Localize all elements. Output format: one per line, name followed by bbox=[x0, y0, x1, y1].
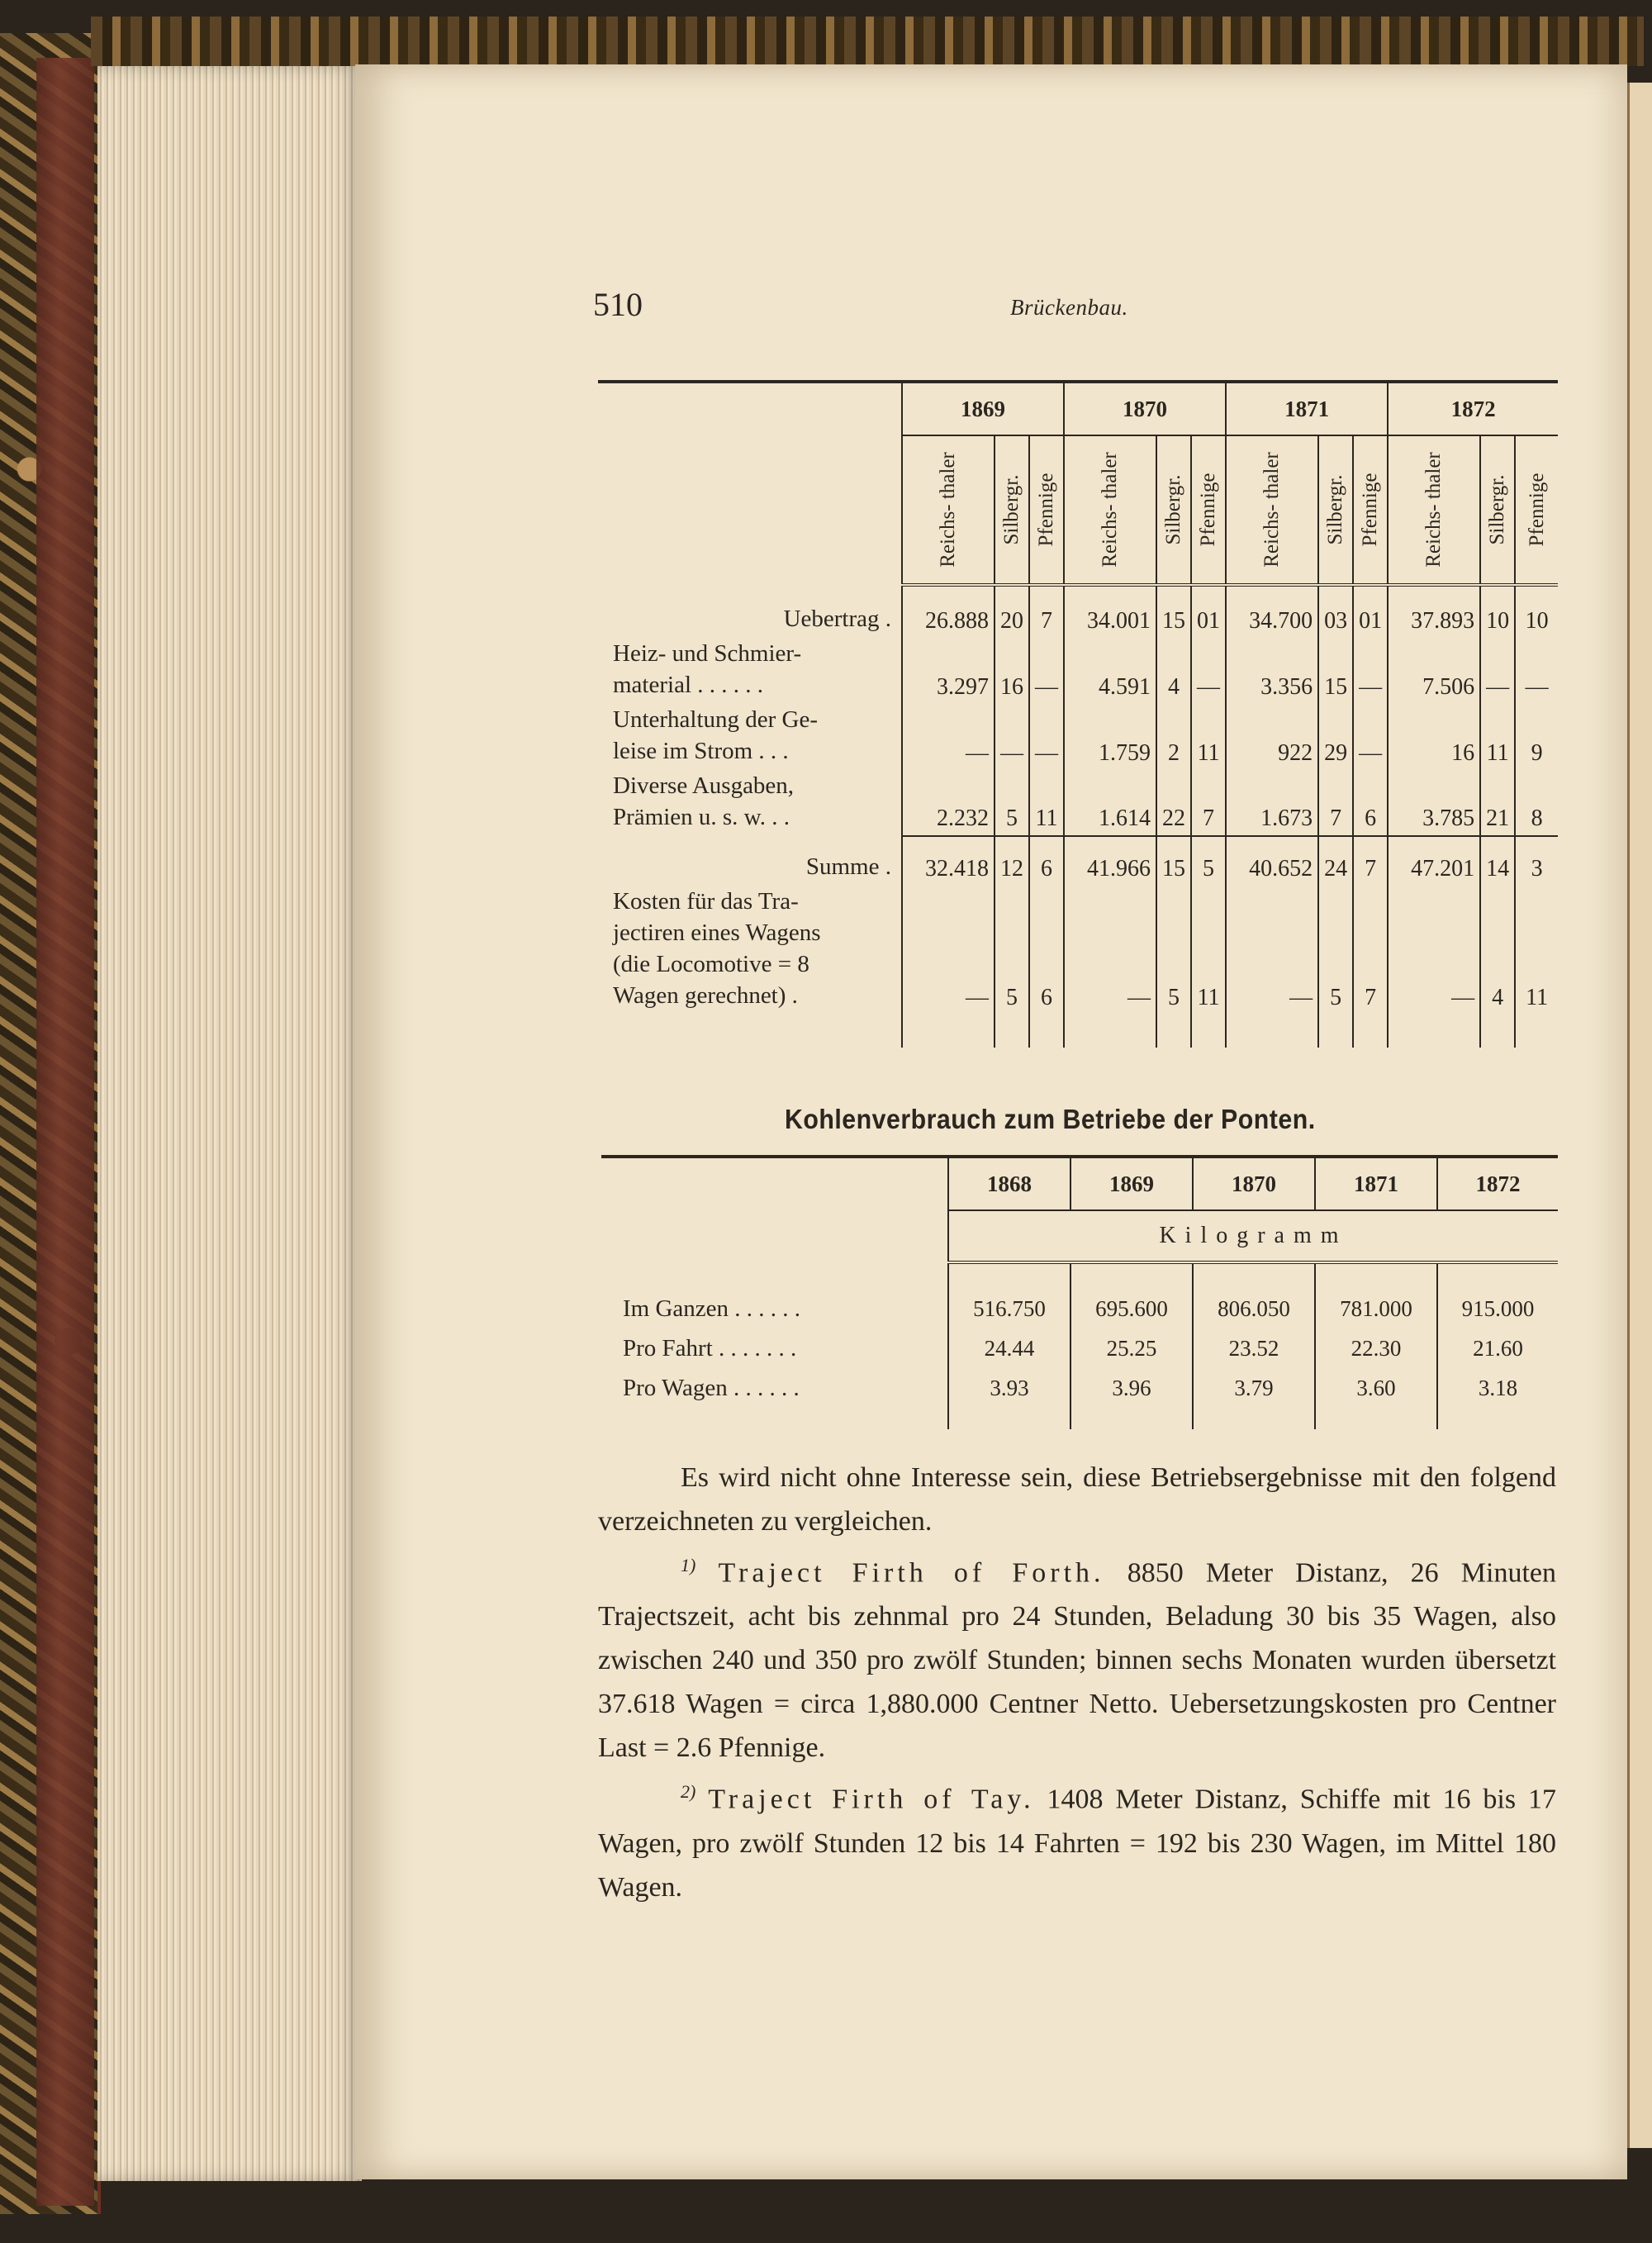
table-cell: 47.201 bbox=[1388, 836, 1480, 886]
table-cell bbox=[601, 1408, 948, 1429]
table-cell: 11 bbox=[1029, 770, 1064, 836]
table-cell bbox=[948, 1408, 1070, 1429]
intro-paragraph: Es wird nicht ohne Interesse sein, diese Betriebsergebnisse mit den folgend verzeichneten zu vergleichen. bbox=[598, 1462, 1556, 1537]
unit-header bbox=[1191, 435, 1226, 585]
table-cell: 12 bbox=[995, 836, 1029, 886]
table-row bbox=[601, 1368, 1558, 1408]
table-cell: 1.759 bbox=[1064, 704, 1156, 770]
table-cell: 922 bbox=[1226, 704, 1318, 770]
table-title: Kohlenverbrauch zum Betriebe der Ponten. bbox=[785, 1104, 1316, 1134]
spacer-row bbox=[601, 1262, 1558, 1289]
row-label: Heiz- und Schmier- material . . . . . . bbox=[613, 640, 802, 698]
table-cell: 516.750 bbox=[948, 1289, 1070, 1328]
table-row bbox=[598, 704, 1558, 770]
table-cell: — bbox=[1191, 638, 1226, 704]
table-cell bbox=[1064, 1015, 1156, 1048]
table-cell: — bbox=[1064, 886, 1156, 1015]
year-header: 1869 bbox=[902, 382, 1064, 435]
item-paragraph bbox=[598, 1543, 1556, 1770]
unit-header-label: Pfennige bbox=[1035, 473, 1058, 547]
page-edges bbox=[97, 66, 362, 2181]
table-cell: 5 bbox=[1156, 886, 1191, 1015]
book-cover-left bbox=[0, 33, 101, 2214]
table-cell: 806.050 bbox=[1193, 1289, 1315, 1328]
table-cell: 41.966 bbox=[1064, 836, 1156, 886]
row-label: Summe . bbox=[805, 853, 891, 880]
table-cell: 3.60 bbox=[1315, 1368, 1437, 1408]
row-label: Uebertrag . bbox=[783, 606, 891, 632]
table-cell: 3.93 bbox=[948, 1368, 1070, 1408]
table-cell: 7 bbox=[1029, 585, 1064, 638]
table-cell: 5 bbox=[995, 770, 1029, 836]
table-cell: 20 bbox=[995, 585, 1029, 638]
spacer-cell bbox=[1437, 1262, 1558, 1289]
table-cell: 11 bbox=[1480, 704, 1515, 770]
table-cell: 15 bbox=[1318, 638, 1353, 704]
facing-page-edge bbox=[1627, 83, 1652, 2148]
table-cell: 03 bbox=[1318, 585, 1353, 638]
header-blank-cell bbox=[598, 382, 902, 585]
unit-header-label: Silbergr. bbox=[1000, 474, 1023, 545]
table-cell: 6 bbox=[1029, 886, 1064, 1015]
table-cell: 915.000 bbox=[1437, 1289, 1558, 1328]
table-row bbox=[598, 638, 1558, 704]
unit-header-label: Reichs- thaler bbox=[937, 452, 959, 568]
table-cell: 7 bbox=[1353, 886, 1388, 1015]
table-cell: — bbox=[1480, 638, 1515, 704]
unit-header bbox=[1156, 435, 1191, 585]
table-row bbox=[598, 836, 1558, 886]
year-header-row bbox=[598, 382, 1558, 435]
spacer-cell bbox=[601, 1262, 948, 1289]
table-cell: — bbox=[902, 704, 995, 770]
table-cell: 34.001 bbox=[1064, 585, 1156, 638]
table-cell bbox=[1191, 1015, 1226, 1048]
table-cell: 3 bbox=[1515, 836, 1558, 886]
table-cell: 15 bbox=[1156, 836, 1191, 886]
table-cell: 7.506 bbox=[1388, 638, 1480, 704]
year-header: 1871 bbox=[1226, 382, 1388, 435]
table-cell: 21 bbox=[1480, 770, 1515, 836]
table-cell: 3.96 bbox=[1070, 1368, 1193, 1408]
table-cell: 24 bbox=[1318, 836, 1353, 886]
table-cell: 5 bbox=[995, 886, 1029, 1015]
body-text bbox=[598, 1456, 1556, 1909]
unit-header-label: Silbergr. bbox=[1162, 474, 1185, 545]
table-cell: 4 bbox=[1480, 886, 1515, 1015]
table-cell: 8 bbox=[1515, 770, 1558, 836]
year-header: 1869 bbox=[1070, 1157, 1193, 1210]
table-cell bbox=[1070, 1408, 1193, 1429]
table-cell: 1.614 bbox=[1064, 770, 1156, 836]
table-row bbox=[598, 886, 1558, 1015]
table-cell: 01 bbox=[1191, 585, 1226, 638]
row-label: Kosten für das Tra- jectiren eines Wagens (die Locomotive = 8 Wagen gerechnet) . bbox=[613, 888, 821, 1009]
unit-header-label: Silbergr. bbox=[1324, 474, 1347, 545]
book-spine bbox=[36, 58, 94, 2206]
table-cell: 5 bbox=[1191, 836, 1226, 886]
unit-header-label: Pfennige bbox=[1197, 473, 1220, 547]
table-cell: 10 bbox=[1515, 585, 1558, 638]
table-cell: 5 bbox=[1318, 886, 1353, 1015]
table-cell: 3.79 bbox=[1193, 1368, 1315, 1408]
unit-label: Kilogramm bbox=[948, 1210, 1558, 1262]
table-cell bbox=[995, 1015, 1029, 1048]
table-cell bbox=[902, 1015, 995, 1048]
table-cell: 1.673 bbox=[1226, 770, 1318, 836]
table-cell: 6 bbox=[1353, 770, 1388, 836]
item-heading: Traject Firth of Forth. bbox=[718, 1557, 1105, 1589]
table-cell: 37.893 bbox=[1388, 585, 1480, 638]
table-cell: 781.000 bbox=[1315, 1289, 1437, 1328]
table-cell: 01 bbox=[1353, 585, 1388, 638]
table-cell bbox=[1029, 1015, 1064, 1048]
table-cell: 16 bbox=[1388, 704, 1480, 770]
table-cell bbox=[1515, 1015, 1558, 1048]
table-cell: 14 bbox=[1480, 836, 1515, 886]
table-cell: 695.600 bbox=[1070, 1289, 1193, 1328]
unit-header bbox=[1226, 435, 1318, 585]
table-cell: 7 bbox=[1191, 770, 1226, 836]
footnote-marker: 1) bbox=[681, 1555, 696, 1575]
table-cell: 11 bbox=[1191, 704, 1226, 770]
table-row bbox=[601, 1289, 1558, 1328]
table-cell bbox=[1480, 1015, 1515, 1048]
table-cell: 25.25 bbox=[1070, 1328, 1193, 1368]
unit-header-label: Reichs- thaler bbox=[1422, 452, 1446, 568]
unit-header bbox=[1064, 435, 1156, 585]
table-cell bbox=[1318, 1015, 1353, 1048]
table-cell: — bbox=[1353, 704, 1388, 770]
unit-header-label: Reichs- thaler bbox=[1260, 452, 1284, 568]
running-title: Brückenbau. bbox=[1010, 295, 1128, 320]
table-cell: 7 bbox=[1353, 836, 1388, 886]
table-cell: — bbox=[1515, 638, 1558, 704]
coal-table bbox=[601, 1155, 1558, 1429]
table-cell: 11 bbox=[1515, 886, 1558, 1015]
unit-header-label: Silbergr. bbox=[1486, 474, 1509, 545]
table-cell bbox=[1388, 1015, 1480, 1048]
item-text: 8850 Meter Distanz, 26 Minuten Trajectszeit, acht bis zehnmal pro 24 Stunden, Beladung 30 bis 35 Wagen, also zwischen 240 und 350 pro zwölf Stunden; binnen sechs Monaten wurden übersetzt 37.618 Wagen = circa 1,880.000 Centner Netto. Uebersetzungskosten pro Centner Last = 2.6 Pfennige. bbox=[598, 1557, 1556, 1764]
table-cell: 10 bbox=[1480, 585, 1515, 638]
table-cell: 23.52 bbox=[1193, 1328, 1315, 1368]
table-cell: — bbox=[1029, 704, 1064, 770]
unit-header bbox=[1353, 435, 1388, 585]
spacer-cell bbox=[1315, 1262, 1437, 1289]
table-cell: 40.652 bbox=[1226, 836, 1318, 886]
unit-header bbox=[1318, 435, 1353, 585]
table-cell: 34.700 bbox=[1226, 585, 1318, 638]
table-cell: 9 bbox=[1515, 704, 1558, 770]
table-cell: 3.18 bbox=[1437, 1368, 1558, 1408]
row-label: Pro Wagen . . . . . . bbox=[623, 1375, 800, 1401]
item-paragraph bbox=[598, 1770, 1556, 1908]
page-header bbox=[593, 285, 1551, 326]
table-cell: 15 bbox=[1156, 585, 1191, 638]
table-cell: 32.418 bbox=[902, 836, 995, 886]
table-cell: — bbox=[1353, 638, 1388, 704]
table-cell bbox=[1437, 1408, 1558, 1429]
table-cell bbox=[1315, 1408, 1437, 1429]
table-cell bbox=[1353, 1015, 1388, 1048]
cost-table bbox=[598, 380, 1558, 1048]
table-cell: 24.44 bbox=[948, 1328, 1070, 1368]
table-cell: 29 bbox=[1318, 704, 1353, 770]
table-row bbox=[601, 1328, 1558, 1368]
year-header: 1871 bbox=[1315, 1157, 1437, 1210]
unit-header bbox=[902, 435, 995, 585]
table-cell bbox=[1156, 1015, 1191, 1048]
spacer-cell bbox=[1070, 1262, 1193, 1289]
table-cell: 6 bbox=[1029, 836, 1064, 886]
footnote-marker: 2) bbox=[681, 1781, 696, 1803]
table-cell: 26.888 bbox=[902, 585, 995, 638]
year-header: 1870 bbox=[1064, 382, 1226, 435]
unit-header-label: Pfennige bbox=[1525, 473, 1548, 547]
year-header-row bbox=[601, 1157, 1558, 1210]
row-label: Diverse Ausgaben, Prämien u. s. w. . . bbox=[613, 772, 795, 830]
unit-header bbox=[995, 435, 1029, 585]
table-cell: 22 bbox=[1156, 770, 1191, 836]
table-cell: 7 bbox=[1318, 770, 1353, 836]
unit-header-label: Reichs- thaler bbox=[1099, 452, 1122, 568]
table-cell: 4.591 bbox=[1064, 638, 1156, 704]
table-cell: 16 bbox=[995, 638, 1029, 704]
table-cell bbox=[598, 1015, 902, 1048]
table-cell: — bbox=[902, 886, 995, 1015]
row-label: Pro Fahrt . . . . . . . bbox=[623, 1335, 797, 1361]
table-row bbox=[598, 1015, 1558, 1048]
page-number: 510 bbox=[593, 286, 643, 323]
table-cell: 21.60 bbox=[1437, 1328, 1558, 1368]
item-text: 1408 Meter Distanz, Schiffe mit 16 bis 17 Wagen, pro zwölf Stunden 12 bis 14 Fahrten = 192 bis 230 Wagen, im Mittel 180 Wagen. bbox=[598, 1784, 1556, 1903]
table-cell: — bbox=[1388, 886, 1480, 1015]
unit-header bbox=[1029, 435, 1064, 585]
table-row bbox=[598, 770, 1558, 836]
year-header: 1872 bbox=[1437, 1157, 1558, 1210]
row-label: Unterhaltung der Ge- leise im Strom . . . bbox=[613, 706, 819, 764]
table-cell: 2.232 bbox=[902, 770, 995, 836]
table-cell bbox=[1193, 1408, 1315, 1429]
table-cell: 22.30 bbox=[1315, 1328, 1437, 1368]
table-cell: — bbox=[995, 704, 1029, 770]
header-blank-cell bbox=[601, 1157, 948, 1262]
year-header: 1872 bbox=[1388, 382, 1558, 435]
row-label: Im Ganzen . . . . . . bbox=[623, 1295, 801, 1322]
table-row bbox=[601, 1408, 1558, 1429]
table-cell bbox=[1226, 1015, 1318, 1048]
book-cover-top bbox=[91, 17, 1644, 66]
table-cell: 2 bbox=[1156, 704, 1191, 770]
unit-header-label: Pfennige bbox=[1359, 473, 1382, 547]
table-cell: 3.785 bbox=[1388, 770, 1480, 836]
table-row bbox=[598, 585, 1558, 638]
unit-header bbox=[1515, 435, 1558, 585]
year-header: 1868 bbox=[948, 1157, 1070, 1210]
table-cell: 3.356 bbox=[1226, 638, 1318, 704]
unit-header bbox=[1480, 435, 1515, 585]
spacer-cell bbox=[1193, 1262, 1315, 1289]
table-cell: 11 bbox=[1191, 886, 1226, 1015]
table-cell: 3.297 bbox=[902, 638, 995, 704]
spacer-cell bbox=[948, 1262, 1070, 1289]
table-cell: — bbox=[1226, 886, 1318, 1015]
unit-header bbox=[1388, 435, 1480, 585]
year-header: 1870 bbox=[1193, 1157, 1315, 1210]
table-cell: 4 bbox=[1156, 638, 1191, 704]
item-heading: Traject Firth of Tay. bbox=[708, 1784, 1035, 1815]
table-cell: — bbox=[1029, 638, 1064, 704]
